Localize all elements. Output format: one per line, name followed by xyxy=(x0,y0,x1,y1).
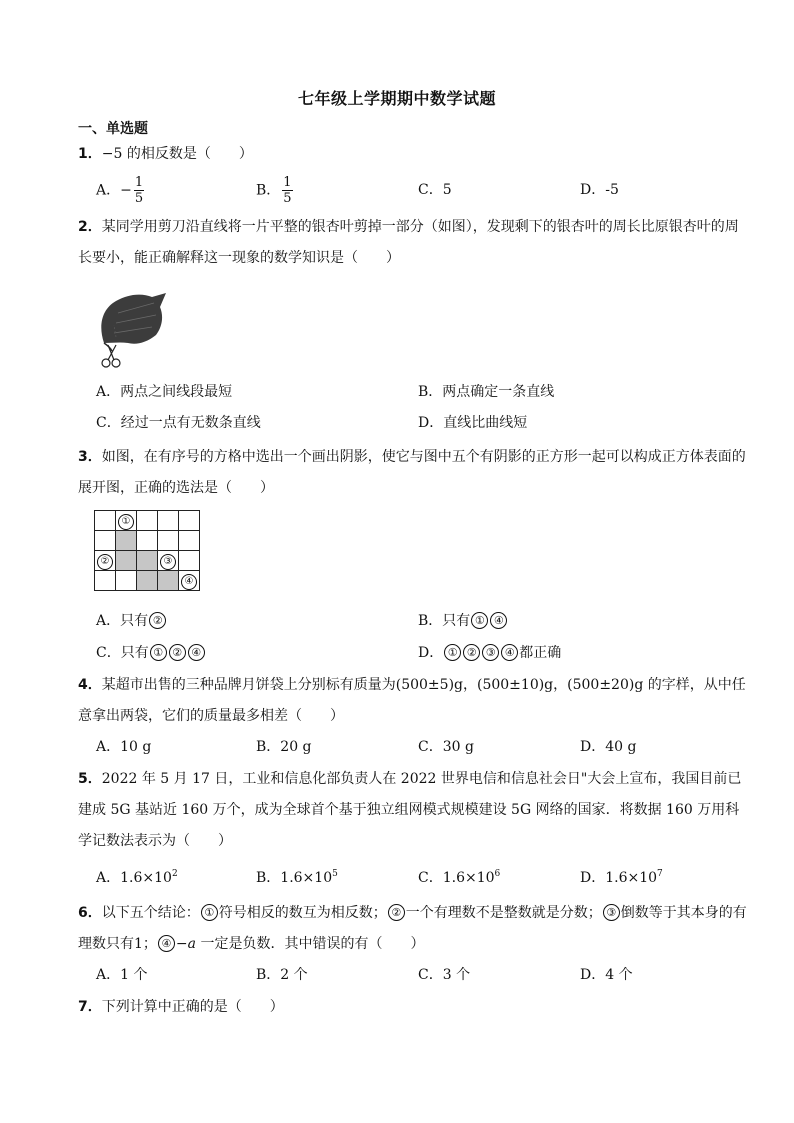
question-number: 5． xyxy=(78,771,102,787)
statement-3: 倒数等于其本身的有理数只有1； xyxy=(78,905,747,952)
question-text: 下列计算中正确的是（ ） xyxy=(101,999,284,1015)
option-label: A． xyxy=(96,182,121,199)
circled-number: ② xyxy=(169,644,186,661)
question-number: 4． xyxy=(78,677,102,693)
question-1-options xyxy=(96,175,736,205)
denominator: 5 xyxy=(134,191,144,206)
circled-number: ③ xyxy=(603,904,620,921)
option-label: D． xyxy=(580,182,606,198)
option-value: 1.6×10 xyxy=(442,870,495,886)
option-d[interactable]: D．直线比曲线短 xyxy=(418,415,528,431)
option-label: A． xyxy=(96,870,121,886)
circled-number: ① xyxy=(150,644,167,661)
question-2-options-row2 xyxy=(96,408,736,438)
question-number: 7． xyxy=(78,999,102,1015)
circled-number: ② xyxy=(463,644,480,661)
fraction xyxy=(134,175,144,206)
option-c[interactable]: C．3 个 xyxy=(418,967,471,983)
option-a[interactable] xyxy=(96,175,144,206)
question-text: 如图，在有序号的方格中选出一个画出阴影，使它与图中五个有阴影的正方形一起可以构成正方体表面的展开图，正确的选法是（ ） xyxy=(78,449,746,496)
option-label: B． xyxy=(256,182,281,199)
question-text: 2022 年 5 月 17 日，工业和信息化部负责人在 2022 世界电信和信息社会日"大会上宣布，我国目前已建成 5G 基站近 160 万个，成为全球首个基于独立组网模式规模建设 5G 网络的国家．将数据 160 万用科学记数法表示为（ ） xyxy=(78,771,742,849)
question-text: 以下五个结论： xyxy=(101,905,200,921)
option-label: C． xyxy=(418,870,443,886)
circled-number: ② xyxy=(149,612,166,629)
option-d[interactable]: D．4 个 xyxy=(580,967,633,983)
option-d[interactable] xyxy=(418,638,561,668)
option-text: 都正确 xyxy=(519,645,562,661)
option-c[interactable] xyxy=(96,638,206,668)
option-c[interactable]: C．30 g xyxy=(418,739,474,755)
denominator: 5 xyxy=(283,191,292,206)
option-b[interactable]: B．两点确定一条直线 xyxy=(418,384,555,400)
circled-number: ③ xyxy=(482,644,499,661)
option-label: C． xyxy=(418,182,443,198)
question-5 xyxy=(78,764,748,857)
question-6-options xyxy=(96,960,736,990)
option-value: 1.6×10 xyxy=(280,870,333,886)
option-c[interactable] xyxy=(418,175,452,205)
fraction xyxy=(282,175,292,206)
grid-label-4: ④ xyxy=(181,574,197,590)
option-a[interactable]: A．1 个 xyxy=(96,967,148,983)
option-d[interactable]: D．40 g xyxy=(580,739,637,755)
option-c[interactable]: C．经过一点有无数条直线 xyxy=(96,415,261,431)
circled-number: ① xyxy=(201,904,218,921)
circled-number: ④ xyxy=(158,935,175,952)
question-text: −5 的相反数是（ ） xyxy=(101,146,253,162)
exponent: 2 xyxy=(171,869,178,879)
option-d[interactable] xyxy=(580,863,663,893)
option-text: C．只有 xyxy=(96,645,149,661)
statement-2: 一个有理数不是整数就是分数； xyxy=(405,905,602,921)
option-a[interactable]: A．10 g xyxy=(96,739,152,755)
question-5-options xyxy=(96,863,736,893)
option-text: D． xyxy=(418,645,444,661)
statement-4: 一定是负数．其中错误的有（ ） xyxy=(196,936,425,952)
question-2-options xyxy=(96,377,736,407)
circled-number: ① xyxy=(471,612,488,629)
circled-number: ④ xyxy=(188,644,205,661)
question-4 xyxy=(78,670,748,732)
option-a[interactable] xyxy=(96,606,167,636)
option-text: A．只有 xyxy=(96,613,149,629)
section-heading: 一、单选题 xyxy=(78,121,148,137)
option-b[interactable] xyxy=(256,175,293,206)
question-7 xyxy=(78,992,748,1023)
option-b[interactable]: B．20 g xyxy=(256,739,312,755)
circled-number: ④ xyxy=(501,644,518,661)
option-text: B．只有 xyxy=(418,613,471,629)
statement-1: 符号相反的数互为相反数； xyxy=(218,905,387,921)
question-number: 6． xyxy=(78,905,102,921)
minus-sign: − xyxy=(175,936,188,952)
grid-label-3: ③ xyxy=(160,554,176,570)
cube-net-grid xyxy=(94,510,200,591)
option-value: 1.6×10 xyxy=(120,870,172,886)
option-d[interactable] xyxy=(580,175,619,205)
circled-number: ① xyxy=(444,644,461,661)
option-label: D． xyxy=(580,870,606,886)
question-text: 某超市出售的三种品牌月饼袋上分别标有质量为(500±5)g，(500±10)g，(500±20)g 的字样，从中任意拿出两袋，它们的质量最多相差（ ） xyxy=(78,677,746,724)
question-number: 1． xyxy=(78,146,102,162)
minus-sign: − xyxy=(120,182,132,199)
exponent: 5 xyxy=(332,869,338,879)
question-6 xyxy=(78,898,748,960)
option-a[interactable] xyxy=(96,863,178,893)
exponent: 6 xyxy=(494,869,501,879)
option-b[interactable] xyxy=(418,606,508,636)
circled-number: ② xyxy=(388,904,405,921)
question-number: 2． xyxy=(78,219,102,235)
question-3-options-row2 xyxy=(96,638,736,668)
question-3 xyxy=(78,442,748,504)
numerator: 1 xyxy=(134,175,144,190)
ginkgo-leaf-figure xyxy=(94,285,170,375)
option-value: 5 xyxy=(442,182,452,198)
grid-label-1: ① xyxy=(118,514,134,530)
variable-a: a xyxy=(187,936,197,952)
option-a[interactable]: A．两点之间线段最短 xyxy=(96,384,233,400)
question-text: 某同学用剪刀沿直线将一片平整的银杏叶剪掉一部分（如图），发现剩下的银杏叶的周长比原银杏叶的周长要小，能正确解释这一现象的数学知识是（ ） xyxy=(78,219,739,266)
option-value: 1.6×10 xyxy=(605,870,658,886)
question-1 xyxy=(78,139,748,170)
option-label: B． xyxy=(256,870,281,886)
numerator: 1 xyxy=(283,175,292,190)
option-b[interactable]: B．2 个 xyxy=(256,967,308,983)
option-value: -5 xyxy=(605,182,619,198)
question-number: 3． xyxy=(78,449,102,465)
page-title: 七年级上学期期中数学试题 xyxy=(297,89,496,108)
question-3-options xyxy=(96,606,736,636)
grid-label-2: ② xyxy=(97,554,113,570)
circled-number: ④ xyxy=(490,612,507,629)
option-b[interactable] xyxy=(256,863,338,893)
question-4-options xyxy=(96,732,736,762)
exponent: 7 xyxy=(657,869,663,879)
question-2 xyxy=(78,212,748,274)
option-c[interactable] xyxy=(418,863,500,893)
